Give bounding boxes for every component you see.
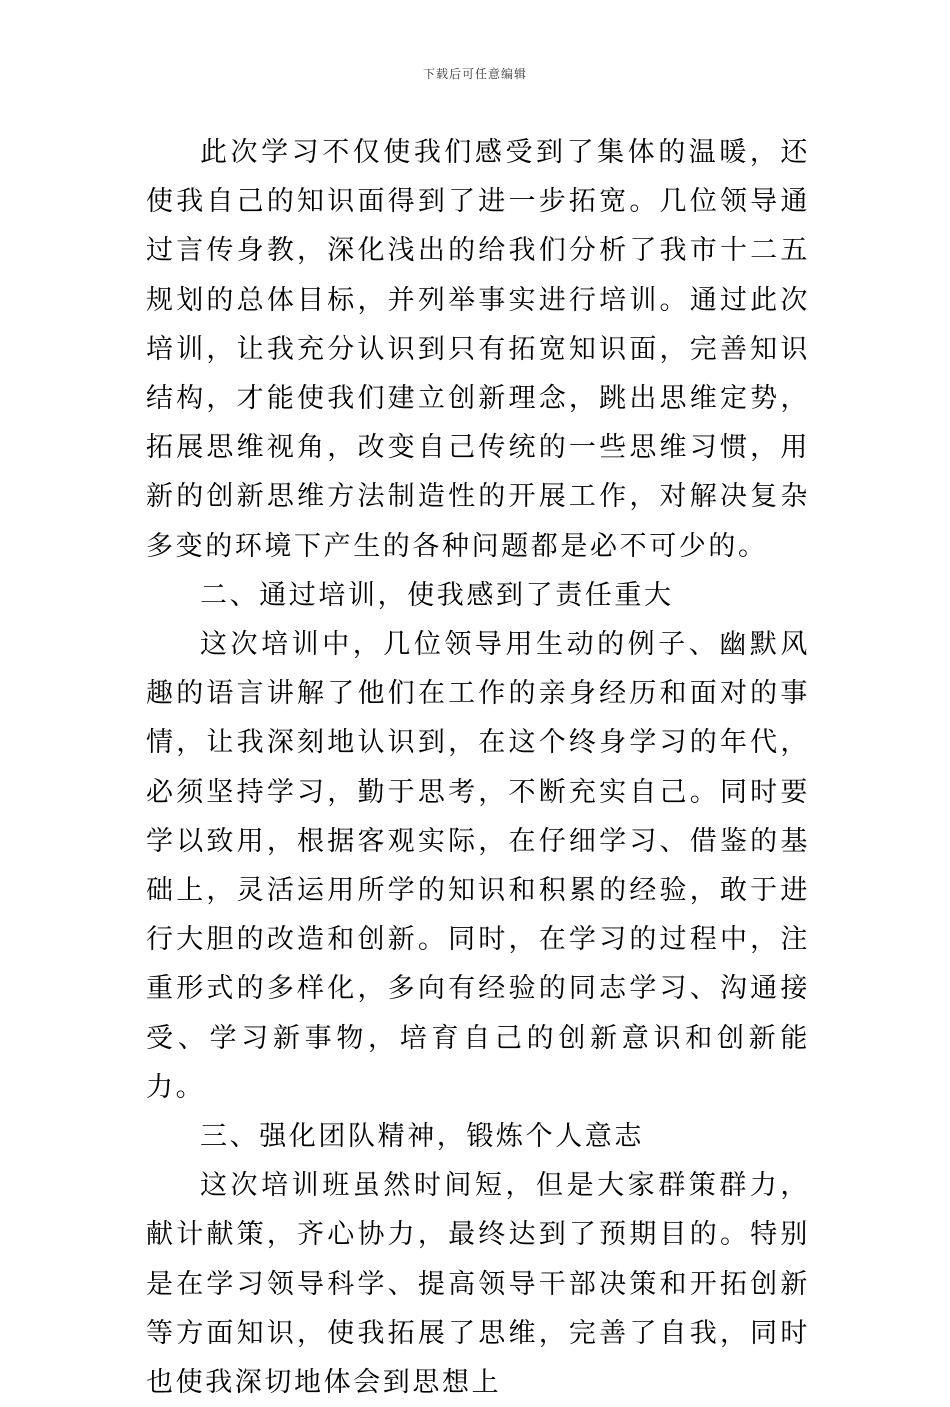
page-header-note: 下载后可任意编辑 bbox=[422, 67, 527, 81]
body-paragraph: 此次学习不仅使我们感受到了集体的温暖，还使我自己的知识面得到了进一步拓宽。几位领导通过言传身教，深化浅出的给我们分析了我市十二五规划的总体目标，并列举事实进行培训。通过此次培训，让我充分认识到只有拓宽知识面，完善知识结构，才能使我们建立创新理念，跳出思维定势，拓展思维视角，改变自己传统的一些思维习惯，用新的创新思维方法制造性的开展工作，对解决复杂多变的环境下产生的各种问题都是必不可少的。 bbox=[146, 137, 810, 562]
body-paragraph: 这次培训班虽然时间短，但是大家群策群力，献计献策，齐心协力，最终达到了预期目的。特别是在学习领导科学、提高领导干部决策和开拓创新等方面知识，使我拓展了思维，完善了自我，同时也使我深切地体会到思想上 bbox=[146, 1170, 810, 1399]
body-paragraph: 这次培训中，几位领导用生动的例子、幽默风趣的语言讲解了他们在工作的亲身经历和面对的事情，让我深刻地认识到，在这个终身学习的年代，必须坚持学习，勤于思考，不断充实自己。同时要学以致用，根据客观实际，在仔细学习、借鉴的基础上，灵活运用所学的知识和积累的经验，敢于进行大胆的改造和创新。同时，在学习的过程中，注重形式的多样化，多向有经验的同志学习、沟通接受、学习新事物，培育自己的创新意识和创新能力。 bbox=[146, 629, 810, 1103]
section-heading: 二、通过培训，使我感到了责任重大 bbox=[200, 579, 674, 611]
document-body bbox=[146, 128, 810, 1407]
section-heading: 三、强化团队精神，锻炼个人意志 bbox=[200, 1121, 644, 1153]
